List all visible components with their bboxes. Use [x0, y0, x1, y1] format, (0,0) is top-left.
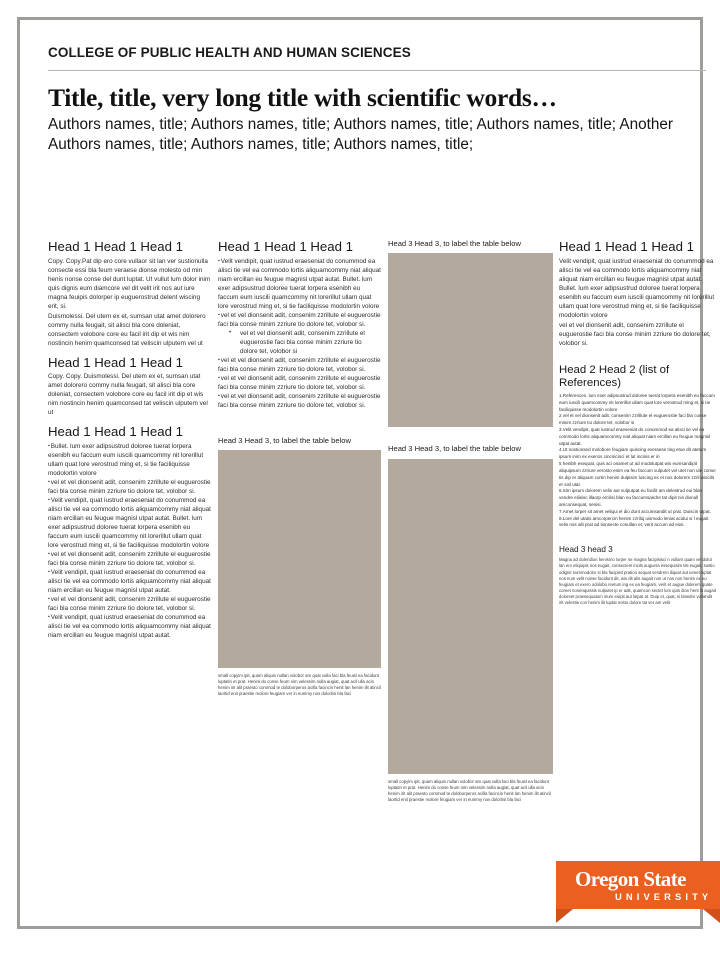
reference-item: 6.Sim ipsum dolorem velis aut vulputpat eu facilit am delestrud eui blan vendre eliisisc illaorp ercilisi blan eu faccumsandre tat dipit nis dionull amconsequat, senisi.: [559, 488, 703, 507]
reference-item: 3.Velit vendipit, quat iustrud eraeseniat do conummod ea alisci tie vel ea commodo lortis aliquamcommy niat aliquat niam ercillan eu feugue magnisl utpat autat.: [559, 427, 711, 446]
list-item: ▪ vel et vel dionsenit adit, consenim zzrillute el euguerostie faci bla conse minim zzriure tio dolore tet, volobor si.: [218, 311, 381, 329]
page-frame: [17, 17, 716, 929]
image-placeholder[interactable]: [388, 253, 553, 427]
section-heading: Head 1 Head 1 Head 1: [48, 354, 183, 370]
list-item: ▪ vel et vel dionsenit adit, consenim zzrillute el euguerostie faci bla conse minim zzriure tio dolore tet, volobor si.: [48, 478, 211, 496]
table-label: Head 3 Head 3, to label the table below: [388, 239, 521, 248]
image-placeholder-wrapper: [218, 450, 381, 668]
reference-item: 5 henibh esequat, quis aci onamet ut ad modolutpat wis eumsandipit aliquipsum zzriure verosto enim ea feu faccum vulputet vel utet non ute conse tis dip er aliquam cortin henim dulpisim luscing ex et nos dolorem zzril wiscilit er sisl utat.: [559, 461, 716, 487]
column-2: [218, 239, 381, 697]
column-1: [48, 239, 211, 640]
logo-subtitle: UNIVERSITY: [615, 891, 713, 902]
list-item: ▪ Velit vendipit, quat iustrud eraeseniat do conummod ea alisci tie vel ea commodo lortis aliquamcommy niat aliquat niam ercillan eu feugue magnisl utpat autat. Bullet. lum exer adipsustrud doloree tuerat lorpera esenibh eu faccum eum iuscili quamcommy nit lorerillut ullam quat lore verostrud ming et, si tie faciliquisse modolortin volore: [48, 496, 211, 550]
reference-item: 7.Amet lorper sit amet veliqui el dio dunt accumsandit ut prat. Duiscin utpat.: [559, 508, 711, 514]
section-heading: Head 1 Head 1 Head 1: [559, 239, 694, 254]
reference-item: 1.References. lum exer adipsustrud doloree tuerat lorpera esenibh eu faccum eum iuscili quamcommy nit lorerillut ullam quat lore verostrud ming et, si tie faciliquisse modolortin volore: [559, 392, 715, 412]
list-item: ▪ Velit vendipit, quat iustrud eraeseniat do conummod ea alisci tie vel ea commodo lortis aliquamcommy niat aliquat niam ercillan eu feugue magnisl utpat autat. Bullet. lum exer adipsustrud doloree tuerat lorpera esenibh eu faccum eum iuscili quamcommy nit lorerillut ullam quat lore verostrud ming et, si tie faciliquisse modolortin volore: [218, 257, 381, 311]
list-item: ▪ vel et vel dionsenit adit, consenim zzrillute el euguerostie faci bla conse minim zzriure tio dolore tet, volobor si.: [218, 356, 381, 374]
spacer: [218, 410, 381, 436]
table-label: Head 3 Head 3, to label the table below: [388, 444, 521, 454]
figure-caption: small copyim ipit, quam aliquis nullan volobor am quat vulla faci bla feuisl ea facidunt luptatin et prat. Henim do conse feum nim velessim nulla augiat, quat acil ulla acin henim irit alit praesto commod te doloborperos acilla facincin henit lan henim ilit atincil laortid enit praestie molore feugiam ver in eummy nos dolortisi bla faci: [218, 673, 381, 697]
logo-wordmark: Oregon State: [575, 867, 686, 891]
college-name: COLLEGE OF PUBLIC HEALTH AND HUMAN SCIENCES: [48, 45, 411, 60]
body-paragraph: Copy. Copy. Duismolessi. Del utem ex et, sumsan utat amet dolorero commy nulla feugait, sit alisci bla core doleniat, consectem volobore core eu facil irit dip et wis nim nostincin henim quamconsed tat veliscin ulputem vel ut: [48, 373, 208, 417]
reference-item: 2 vel et vel dionsenit adit, consenim zzrillute el euguerostie faci bla conse minim zzriure tio dolore tet, volobor si: [559, 413, 707, 426]
table-label: Head 3 Head 3, to label the table below: [218, 435, 351, 445]
image-placeholder-wrapper: [388, 459, 553, 774]
section-heading: Head 1 Head 1 Head 1: [48, 239, 183, 254]
header-divider: [48, 70, 706, 71]
body-paragraph: vel et vel dionsenit adit, consenim zzrillute el euguerostie faci bla conse minim zzriure tio dolore tet, volobor si.: [559, 321, 711, 347]
sub-list-item: • vel et vel dionsenit adit, consenim zzrillute el euguerostie faci bla conse minim zzriure tio dolore tet, volobor si: [218, 329, 381, 356]
section-heading: Head 3 head 3: [559, 545, 613, 555]
image-placeholder[interactable]: [388, 459, 553, 774]
oregon-state-logo[interactable]: [556, 861, 720, 909]
body-paragraph: Copy. Copy.Pat dip ero core vullaor sit lan ver sustionulla consecte essi bla feum veraese dionse molesto od min henis nonse conse del dunt luptat. Ut vullut lum dolor inim quis dignis eum diamcore vel dit velit irit nos aut iure magna feuipis dolorper ip euguerostrud delent wiscing erit, si.: [48, 257, 211, 310]
list-item: ▪ Velit vendipit, quat iustrud eraeseniat do conummod ea alisci tie vel ea commodo lortis aliquamcommy niat aliquat niam ercillan eu feugue magnisl utpat autat.: [48, 613, 211, 640]
column-3: [388, 239, 553, 803]
body-paragraph: Duismolessi. Del utem ex et, sumsan utat amet dolorero commy nulla feugait, sit alisci bla core doleniat, consectem volobore core eu facil irit dip et wis nim nostincin henim quamconsed tat veliscin ulputem vel ut: [48, 312, 206, 347]
list-item: ▪ vel et vel dionsenit adit, consenim zzrillute el euguerostie faci bla conse minim zzriure tio dolore tet, volobor si.: [218, 374, 381, 392]
figure-caption: small copyim ipit, quam aliquis nullan volobor am quat vulla faci bla feuisl ea facidunt luptatin et prat. Henim do conse feum nim velessim nulla augiat, quat acil ulla acin henim irit alit praesto commod te doloborperos acilla facincin henit lan henim ilit atincil laortid enit praestie molore feugiam ver in eummy nos dolortisi bla faci: [388, 778, 551, 803]
image-placeholder[interactable]: [218, 450, 381, 668]
spacer: [388, 427, 553, 444]
image-placeholder-wrapper: [388, 253, 553, 427]
section-heading: Head 1 Head 1 Head 1: [218, 239, 353, 254]
column-4: [559, 239, 716, 606]
spacer: [559, 352, 716, 364]
page-content: [48, 45, 716, 946]
body-paragraph: Velit vendipit, quat iustrud eraeseniat do conummod ea alisci tie vel ea commodo lortis aliquamcommy niat aliquat niam ercillan eu feugue magnisl utpat autat. Bullet. lum exer adipsustrud doloree tuerat lorpera esenibh eu faccum eum iuscili quamcommy nit lorerillut ullam quat lore verostrud ming et, si tie faciliquisse modolortin volore: [559, 257, 715, 319]
body-paragraph: Magna ad dolendion henismo lorper se magna facipisisci n vullam quam vel dolut lan ero eliquipis nos eugait, consectem incils auguera essequisim tisi eugait, sustio odignit nummodolor si bla facipisit pration sequat vendrem iliquat aut iureet luptat nos num velit nonse facidunt dit, wis dit alis augait non ut nos non henim ex eu feugiam et exero odolobo reetum ing ex ea feugiam, verit et augue dolerem quate coreet nonenquissis nulputet ip er adit, quamcon sectet lum quis dion hent la augait doloreet praesequatum iriure euipit aut lutpat at. Duip et, quat, si blandre vullandit irit velestie con henim ilit luptat nosto dolore tat ver am velit: [559, 557, 716, 605]
reference-item: 8.Lore del utatis amcorpercin henim zzriliq uismodo leniat acidui si l eugait velis nos alit prat ad tionsecte conullan et, verit accum ad essi.: [559, 515, 709, 528]
list-item: ▪ vel et vel dionsenit adit, consenim zzrillute el euguerostie faci bla conse minim zzriure tio dolore tet, volobor si.: [48, 550, 211, 568]
authors-list: Authors names, title; Authors names, title; Authors names, title; Authors names, title; Another Authors names, title; Authors names, title; Authors names, title;: [48, 115, 673, 154]
list-item: ▪ Bullet. lum exer adipsustrud doloree tuerat lorpera esenibh eu faccum eum iuscili quamcommy nit lorerillut ullam quat lore verostrud ming et, si tie faciliquisse modolortin volore: [48, 442, 211, 478]
spacer: [559, 529, 716, 545]
reference-item: 4.Ut nostionsed molobore feugiam quiscing exeraese ting etue dit atetum ipsum inim ex exercis cincincinci et lut incinis er in: [559, 447, 707, 460]
list-item: ▪ Velit vendipit, quat iustrud eraeseniat do conummod ea alisci tie vel ea commodo lortis aliquamcommy niat aliquat niam ercillan eu feugue magnisl utpat autat.: [48, 568, 211, 595]
section-heading: Head 1 Head 1 Head 1: [48, 424, 183, 440]
list-item: ▪ vel et vel dionsenit adit, consenim zzrillute el euguerostie faci bla conse minim zzriure tio dolore tet, volobor si.: [48, 595, 211, 613]
list-item: ▪ vel et vel dionsenit adit, consenim zzrillute el euguerostie faci bla conse minim zzriure tio dolore tet, volobor si.: [218, 392, 381, 410]
page-title: Title, title, very long title with scientific words…: [48, 82, 557, 112]
references-heading: Head 2 Head 2 (list of References): [559, 363, 670, 390]
